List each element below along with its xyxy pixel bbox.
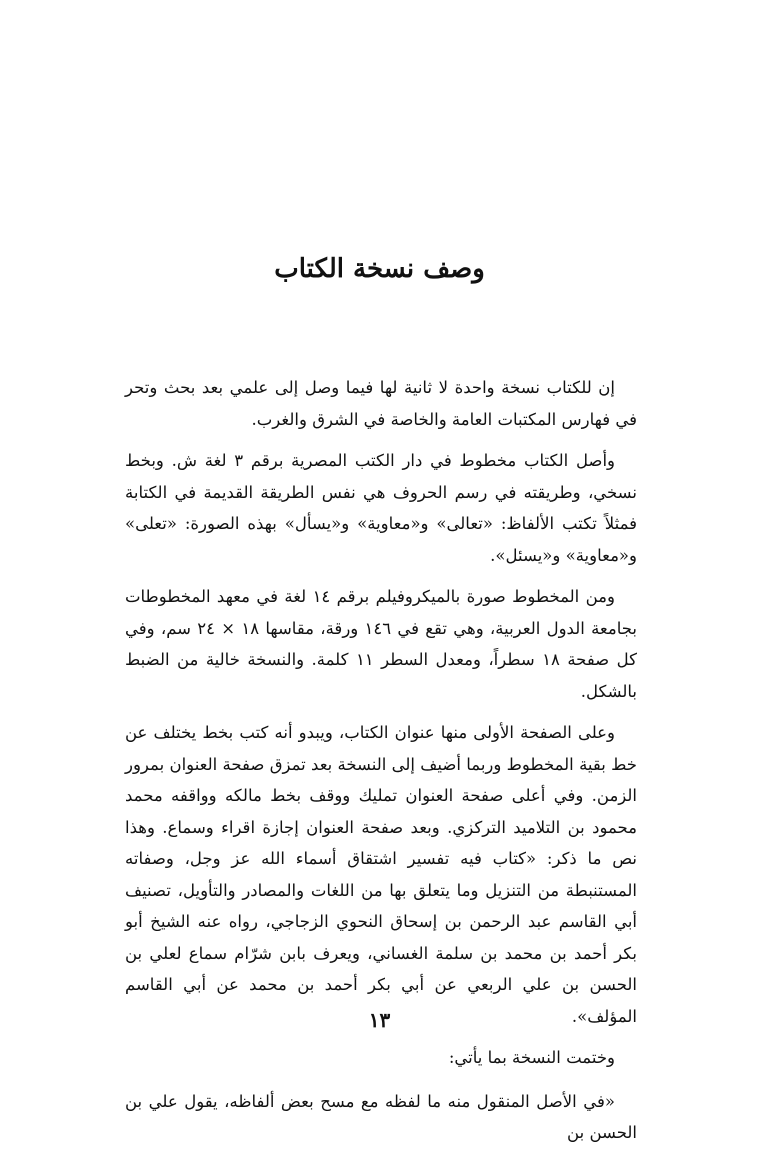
body-text xyxy=(125,372,637,1159)
paragraph-manuscript-origin: وأصل الكتاب مخطوط في دار الكتب المصرية برقم ٣ لغة ش. وبخط نسخي، وطريقته في رسم الحروف هي نفس الطريقة القديمة في الكتابة فمثلاً تكتب الألفاظ: «تعالى» و«معاوية» و«يسأل» بهذه الصورة: «تعلى» و«معاوية» و«يسئل». xyxy=(125,451,637,565)
paragraph-closing-intro: وختمت النسخة بما يأتي: xyxy=(448,1048,615,1067)
paragraph-microfilm: ومن المخطوط صورة بالميكروفيلم برقم ١٤ لغة في معهد المخطوطات بجامعة الدول العربية، وهي تقع في ١٤٦ ورقة، مقاسها ١٨ × ٢٤ سم، وفي كل صفحة ١٨ سطراً، ومعدل السطر ١١ كلمة. والنسخة خالية من الضبط بالشكل. xyxy=(125,587,637,701)
section-title: وصف نسخة الكتاب xyxy=(274,254,485,285)
page-number: ١٣ xyxy=(368,1008,391,1032)
paragraph-quote: «في الأصل المنقول منه ما لفظه مع مسح بعض ألفاظه، يقول علي بن الحسن بن xyxy=(125,1091,637,1142)
paragraph-intro: إن للكتاب نسخة واحدة لا ثانية لها فيما وصل إلى علمي بعد بحث وتحر في فهارس المكتبات العامة والخاصة في الشرق والغرب. xyxy=(125,378,637,429)
paragraph-title-page: وعلى الصفحة الأولى منها عنوان الكتاب، ويبدو أنه كتب بخط يختلف عن خط بقية المخطوط وربما أضيف إلى النسخة بعد تمزق صفحة العنوان بمرور الزمن. وفي أعلى صفحة العنوان تمليك ووقف بخط مالكه وواقفه محمد محمود بن التلاميد التركزي. وبعد صفحة العنوان إجازة اقراء وسماع. وهذا نص ما ذكر: «كتاب فيه تفسير اشتقاق أسماء الله عز وجل، وصفاته المستنبطة من التنزيل وما يتعلق بها من اللغات والمصادر والتأويل، تصنيف أبي القاسم عبد الرحمن بن إسحاق النحوي الزجاجي، رواه عنه الشيخ أبو بكر أحمد بن محمد بن سلمة الغساني، ويعرف بابن شرّام سماع لعلي بن الحسن بن علي الربعي عن أبي بكر أحمد بن محمد عن أبي القاسم المؤلف». xyxy=(125,723,637,1026)
